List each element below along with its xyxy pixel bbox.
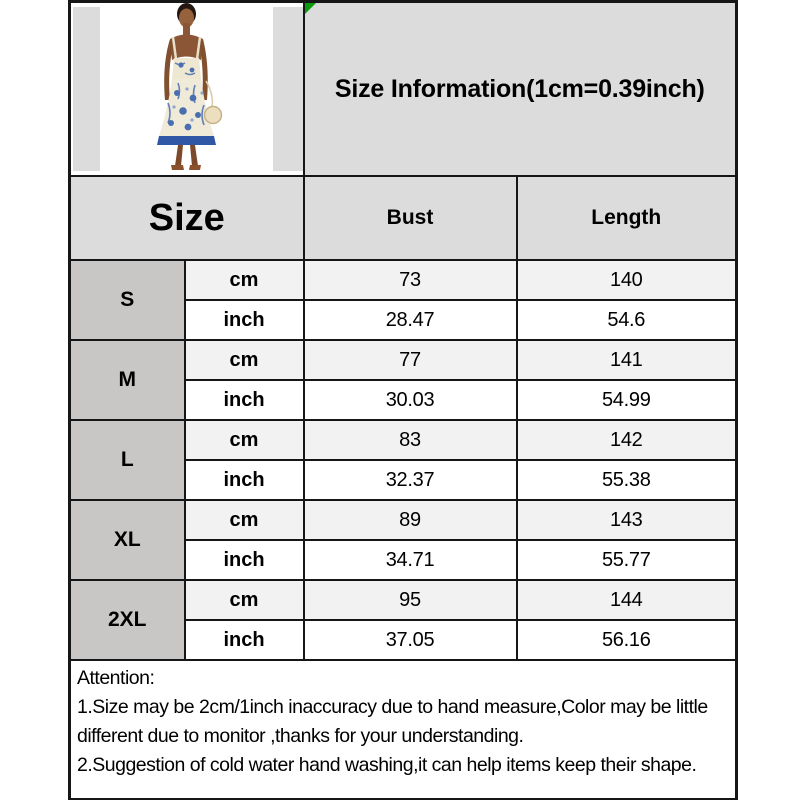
size-label-s: S [70,260,185,340]
product-image [70,2,304,177]
attention-heading: Attention: [77,667,155,689]
length-inch-value: 55.77 [517,540,737,580]
length-cm-value: 144 [517,580,737,620]
unit-inch: inch [185,620,304,660]
length-inch-value: 55.38 [517,460,737,500]
size-label-l: L [70,420,185,500]
header-length: Length [517,176,737,260]
size-information-title: Size Information(1cm=0.39inch) [334,74,705,103]
length-inch-value: 56.16 [517,620,737,660]
length-inch-value: 54.99 [517,380,737,420]
bust-inch-value: 37.05 [304,620,517,660]
table-row [70,260,737,300]
attention-line-1: 1.Size may be 2cm/1inch inaccuracy due to hand measure,Color may be little different due to monitor ,thanks for your understanding. [77,696,708,747]
size-information-title-cell [304,2,737,177]
size-chart-table [68,0,738,800]
unit-inch: inch [185,540,304,580]
table-row [70,500,737,540]
unit-inch: inch [185,380,304,420]
length-cm-value: 142 [517,420,737,460]
bust-cm-value: 83 [304,420,517,460]
unit-cm: cm [185,260,304,300]
bust-cm-value: 95 [304,580,517,620]
bust-inch-value: 34.71 [304,540,517,580]
length-cm-value: 141 [517,340,737,380]
table-row [70,340,737,380]
table-row [70,420,737,460]
attention-row [70,660,737,799]
table-row [70,580,737,620]
length-cm-value: 143 [517,500,737,540]
unit-cm: cm [185,420,304,460]
unit-inch: inch [185,460,304,500]
bust-inch-value: 32.37 [304,460,517,500]
size-label-m: M [70,340,185,420]
unit-cm: cm [185,580,304,620]
size-label-2xl: 2XL [70,580,185,660]
unit-inch: inch [185,300,304,340]
size-label-xl: XL [70,500,185,580]
length-inch-value: 54.6 [517,300,737,340]
bust-inch-value: 28.47 [304,300,517,340]
length-cm-value: 140 [517,260,737,300]
attention-note [70,660,737,799]
photo-title-row [70,2,737,177]
dress-photo-illustration [71,3,303,175]
attention-line-2: 2.Suggestion of cold water hand washing,it can help items keep their shape. [77,754,697,776]
unit-cm: cm [185,340,304,380]
bust-cm-value: 73 [304,260,517,300]
table-header-row [70,176,737,260]
unit-cm: cm [185,500,304,540]
header-bust: Bust [304,176,517,260]
header-size: Size [70,176,304,260]
green-corner-marker-icon [305,3,316,14]
bust-cm-value: 77 [304,340,517,380]
bust-inch-value: 30.03 [304,380,517,420]
bust-cm-value: 89 [304,500,517,540]
